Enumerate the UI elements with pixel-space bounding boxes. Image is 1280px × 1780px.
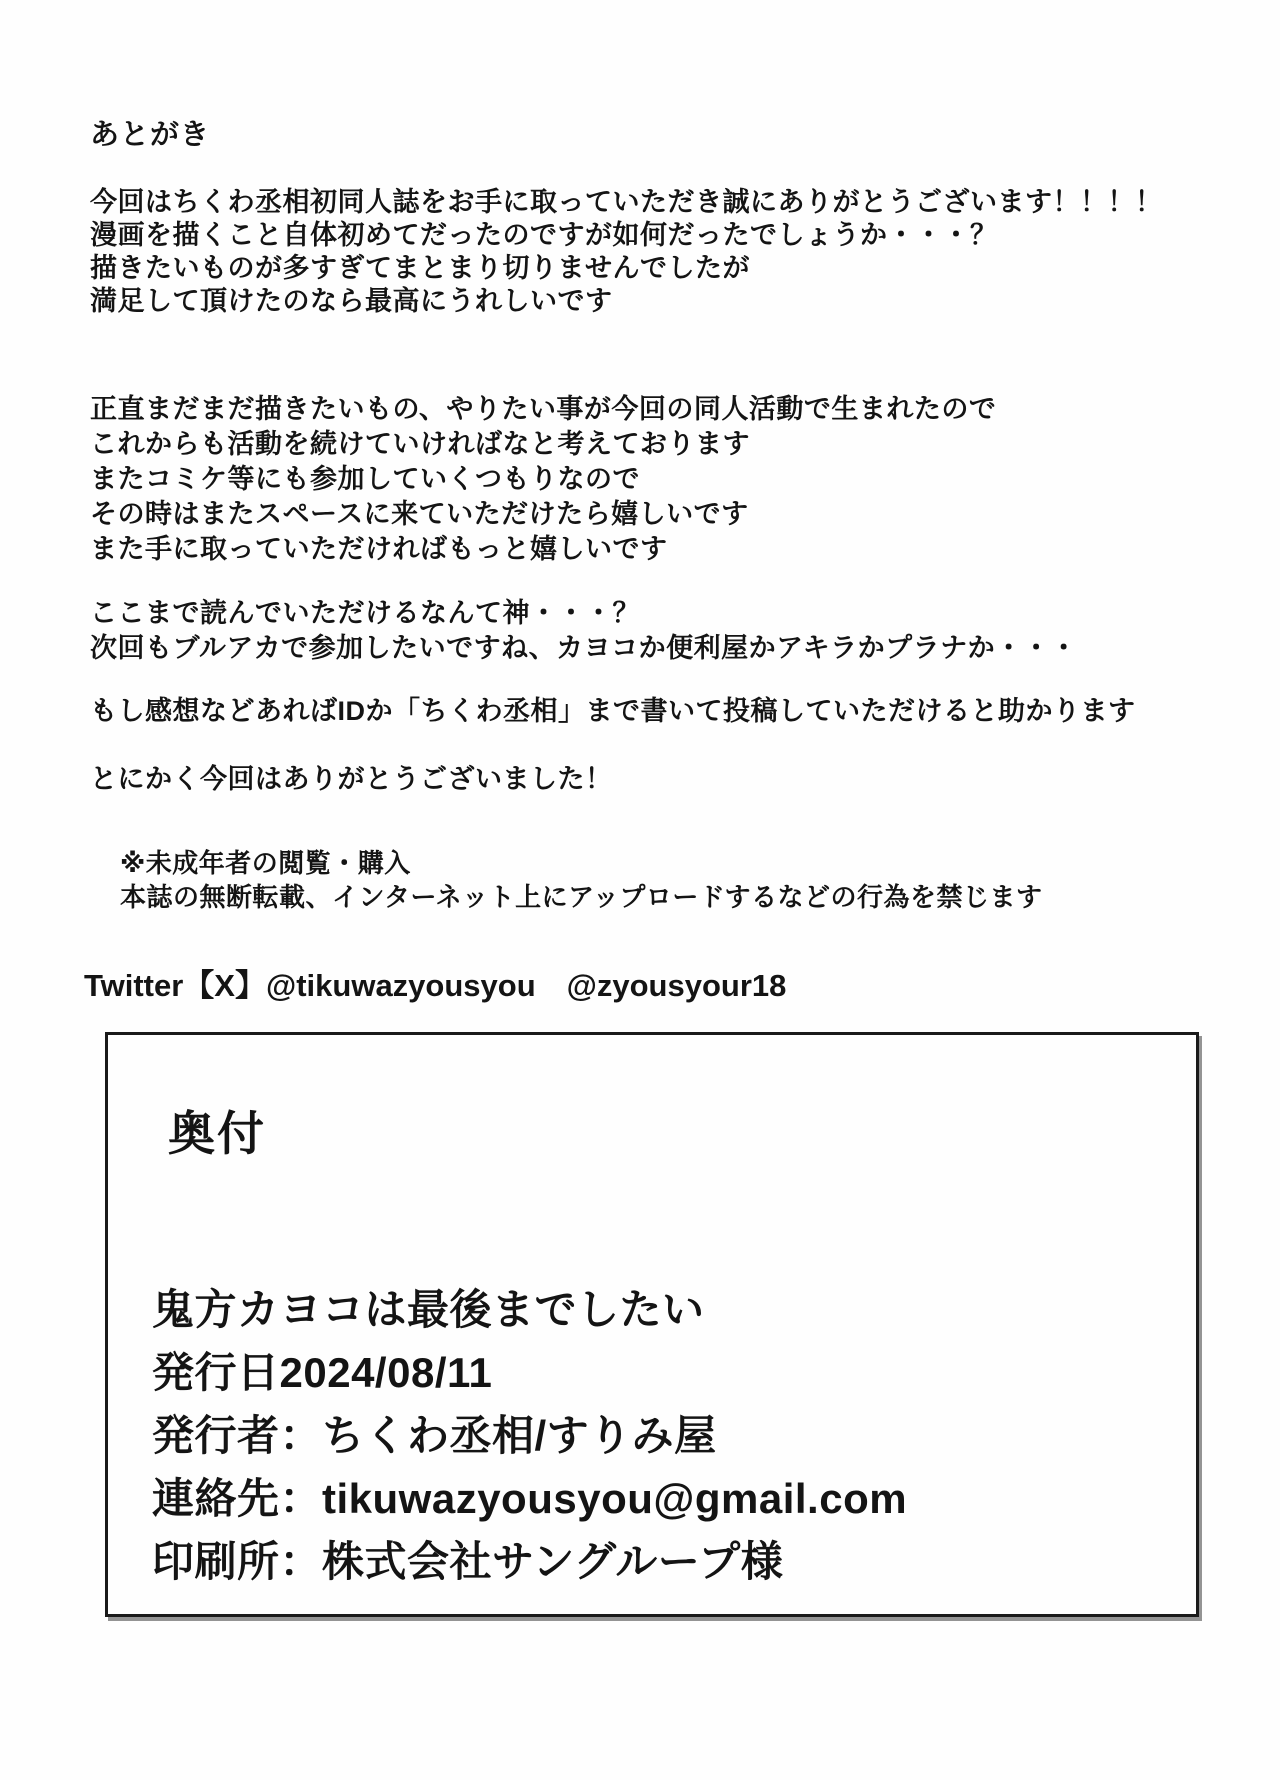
afterword-line: 描きたいものが多すぎてまとまり切りませんでしたが [90,253,750,283]
afterword-line: 正直まだまだ描きたいもの、やりたい事が今回の同人活動で生まれたので [90,394,997,424]
notice-line: 本誌の無断転載、インターネット上にアップロードするなどの行為を禁じます [120,882,1043,912]
colophon-publisher: 発行者：ちくわ丞相/すりみ屋 [152,1412,717,1459]
afterword-paragraph-5 [90,763,613,796]
colophon-box [105,1032,1199,1617]
afterword-line: ここまで読んでいただけるなんて神・・・？ [90,598,640,628]
afterword-line: その時はまたスペースに来ていただけたら嬉しいです [90,499,749,529]
colophon-book-title: 鬼方カヨコは最後までしたい [152,1286,705,1333]
afterword-paragraph-4 [90,695,1136,728]
afterword-paragraph-1 [90,186,1163,318]
notice-line: ※未成年者の閲覧・購入 [120,848,411,878]
colophon-details [152,1278,907,1593]
afterword-line: 次回もブルアカで参加したいですね、カヨコか便利屋かアキラかプラナか・・・ [90,633,1078,663]
afterword-paragraph-2 [90,392,996,567]
afterword-line: 今回はちくわ丞相初同人誌をお手に取っていただき誠にありがとうございます！！！！ [90,187,1163,217]
afterword-line: とにかく今回はありがとうございました！ [90,764,613,794]
colophon-title: 奥付 [168,1107,266,1160]
afterword-line: またコミケ等にも参加していくつもりなので [90,464,640,494]
twitter-handles: Twitter【X】@tikuwazyousyou @zyousyour18 [84,968,787,1003]
afterword-line: 漫画を描くこと自体初めてだったのですが如何だったでしょうか・・・？ [90,220,998,250]
afterword-line: もし感想などあればIDか「ちくわ丞相」まで書いて投稿していただけると助かります [90,696,1136,726]
afterword-title: あとがき [90,119,211,151]
colophon-contact-email: 連絡先：tikuwazyousyou@gmail.com [152,1475,908,1522]
afterword-line: 満足して頂けたのなら最高にうれしいです [90,286,613,316]
afterword-line: これからも活動を続けていければなと考えております [90,429,750,459]
age-restriction-notice [120,846,1043,914]
colophon-printer: 印刷所：株式会社サングループ様 [152,1538,784,1585]
afterword-paragraph-3 [90,596,1078,666]
afterword-line: また手に取っていただければもっと嬉しいです [90,534,668,564]
colophon-publish-date: 発行日2024/08/11 [152,1349,493,1396]
